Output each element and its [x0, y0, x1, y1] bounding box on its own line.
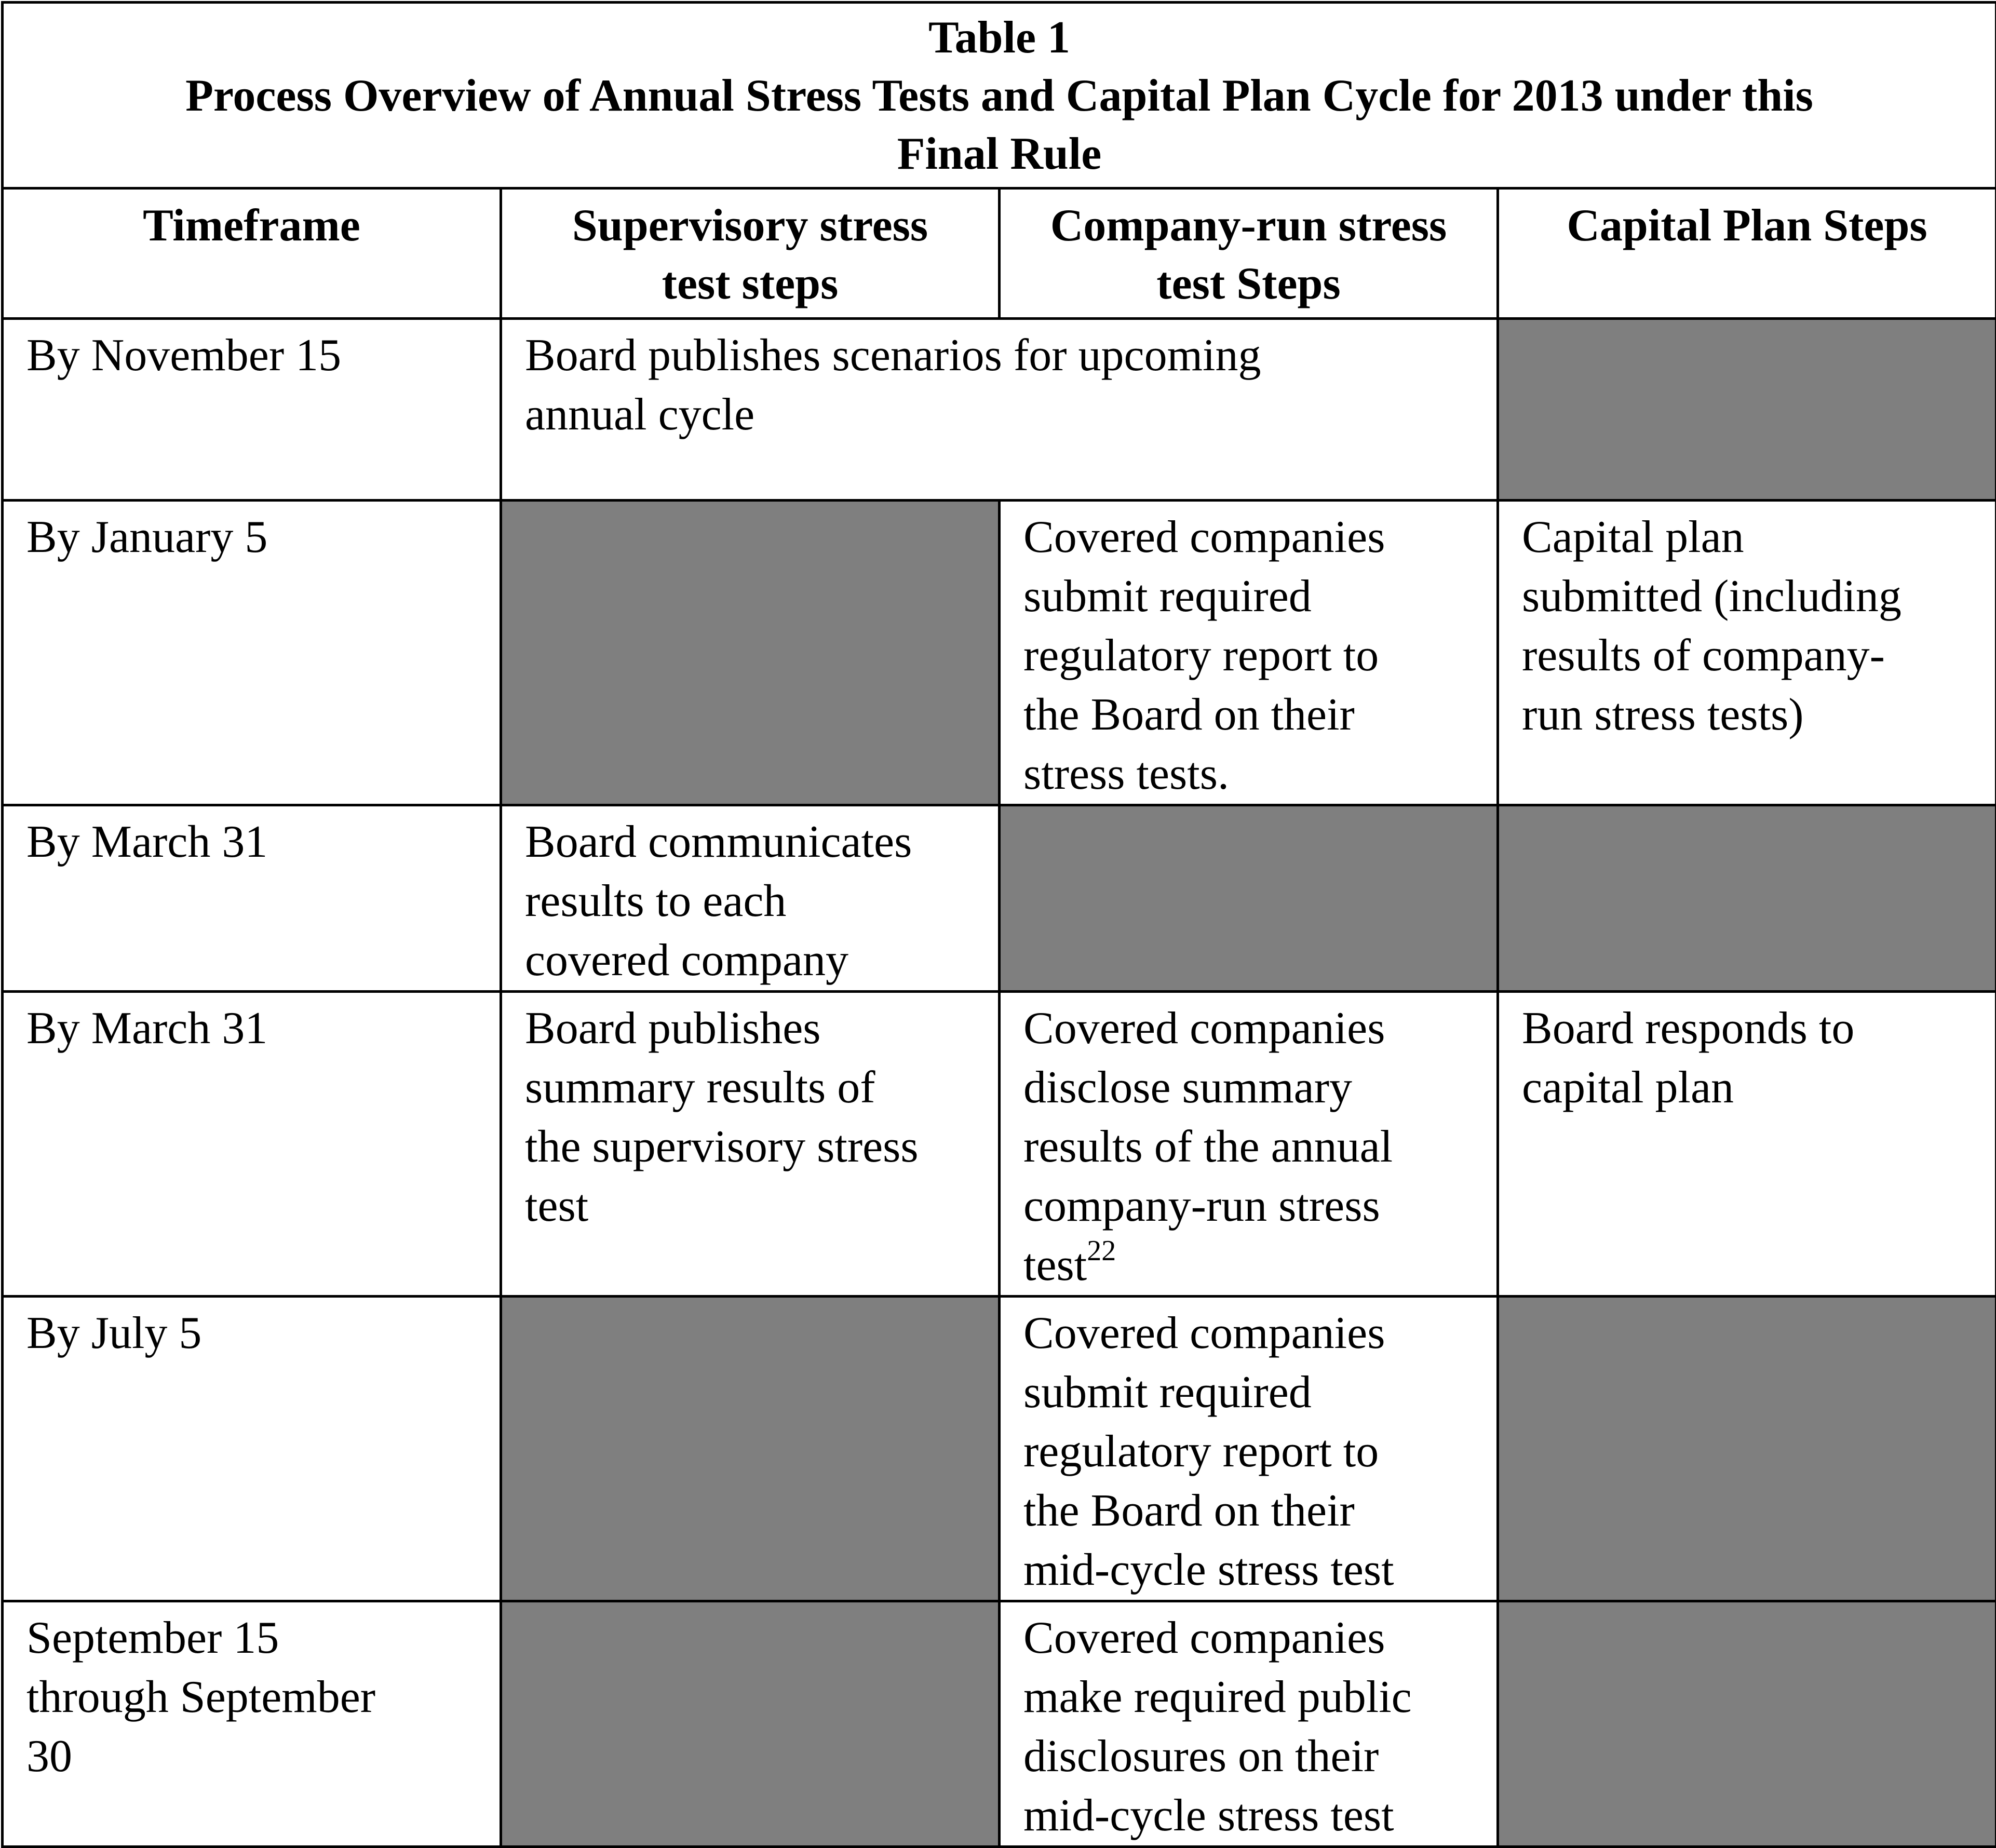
cell-text: the Board on their [1023, 1481, 1476, 1541]
cell-text: the Board on their [1023, 685, 1476, 745]
header-text: Timeframe [143, 200, 360, 251]
capital-plan-cell [1498, 501, 1996, 805]
cell-text: By March 31 [26, 999, 479, 1058]
header-text: Capital Plan Steps [1567, 200, 1927, 251]
header-text: test steps [502, 255, 998, 313]
cell-text: run stress tests) [1522, 685, 1974, 745]
table-title-row [3, 3, 1996, 188]
shaded-empty-cell [1498, 1297, 1996, 1601]
column-header-supervisory [501, 188, 1000, 319]
cell-text: By January 5 [26, 508, 479, 567]
cell-text: Board communicates [525, 813, 977, 872]
timeframe-cell [3, 1601, 501, 1847]
cell-text: the supervisory stress [525, 1117, 977, 1177]
company-run-cell [1000, 1297, 1498, 1601]
header-text: test Steps [1001, 255, 1496, 313]
cell-text: disclose summary [1023, 1058, 1476, 1117]
cell-text: results of the annual [1023, 1117, 1476, 1177]
cell-text: regulatory report to [1023, 626, 1476, 685]
shaded-empty-cell [501, 501, 1000, 805]
timeframe-cell [3, 319, 501, 501]
footnote-marker: 22 [1087, 1235, 1116, 1267]
header-text: Company-run stress [1001, 197, 1496, 255]
cell-text: 30 [26, 1727, 479, 1786]
cell-text [1023, 1236, 1476, 1295]
cell-text: Covered companies [1023, 1304, 1476, 1363]
cell-text: capital plan [1522, 1058, 1974, 1117]
cell-text: stress tests. [1023, 745, 1476, 804]
table-row [3, 1601, 1996, 1847]
cell-text: Board responds to [1522, 999, 1974, 1058]
cell-text: company-run stress [1023, 1177, 1476, 1236]
cell-text: submitted (including [1522, 567, 1974, 626]
cell-text: annual cycle [525, 385, 1476, 444]
cell-text: test [525, 1177, 977, 1236]
cell-text: Covered companies [1023, 999, 1476, 1058]
cell-text: regulatory report to [1023, 1422, 1476, 1481]
cell-text: Covered companies [1023, 508, 1476, 567]
table-row [3, 319, 1996, 501]
shaded-empty-cell [1498, 319, 1996, 501]
table-row [3, 501, 1996, 805]
column-header-capital-plan [1498, 188, 1996, 319]
supervisory-cell [501, 992, 1000, 1297]
table-row [3, 992, 1996, 1297]
table-number: Table 1 [4, 9, 1995, 67]
company-run-cell [1000, 501, 1498, 805]
cell-text: make required public [1023, 1668, 1476, 1727]
cell-text-fragment: test [1023, 1240, 1087, 1290]
table-title-line: Process Overview of Annual Stress Tests and Capital Plan Cycle for 2013 under this [4, 67, 1995, 125]
column-header-timeframe [3, 188, 501, 319]
shaded-empty-cell [501, 1297, 1000, 1601]
shaded-empty-cell [501, 1601, 1000, 1847]
cell-text: Covered companies [1023, 1609, 1476, 1668]
cell-text: Capital plan [1522, 508, 1974, 567]
timeframe-cell [3, 805, 501, 992]
cell-text: September 15 [26, 1609, 479, 1668]
cell-text: covered company [525, 931, 977, 990]
header-text: Supervisory stress [502, 197, 998, 255]
cell-text: By March 31 [26, 813, 479, 872]
cell-text: Board publishes scenarios for upcoming [525, 326, 1476, 385]
merged-step-cell [501, 319, 1498, 501]
company-run-cell [1000, 992, 1498, 1297]
company-run-cell [1000, 1601, 1498, 1847]
shaded-empty-cell [1000, 805, 1498, 992]
timeframe-cell [3, 992, 501, 1297]
cell-text: disclosures on their [1023, 1727, 1476, 1786]
shaded-empty-cell [1498, 805, 1996, 992]
cell-text: submit required [1023, 567, 1476, 626]
table-row [3, 805, 1996, 992]
table-title-line: Final Rule [4, 125, 1995, 183]
cell-text: results of company- [1522, 626, 1974, 685]
timeframe-cell [3, 1297, 501, 1601]
cell-text: results to each [525, 872, 977, 931]
timeframe-cell [3, 501, 501, 805]
process-overview-table [1, 1, 1996, 1848]
header-row [3, 188, 1996, 319]
shaded-empty-cell [1498, 1601, 1996, 1847]
cell-text: By November 15 [26, 326, 479, 385]
column-header-company-run [1000, 188, 1498, 319]
cell-text: through September [26, 1668, 479, 1727]
cell-text: By July 5 [26, 1304, 479, 1363]
cell-text: mid-cycle stress test [1023, 1541, 1476, 1600]
capital-plan-cell [1498, 992, 1996, 1297]
table-row [3, 1297, 1996, 1601]
cell-text: mid-cycle stress test [1023, 1786, 1476, 1845]
table-title [3, 3, 1996, 188]
supervisory-cell [501, 805, 1000, 992]
cell-text: submit required [1023, 1363, 1476, 1422]
cell-text: summary results of [525, 1058, 977, 1117]
cell-text: Board publishes [525, 999, 977, 1058]
